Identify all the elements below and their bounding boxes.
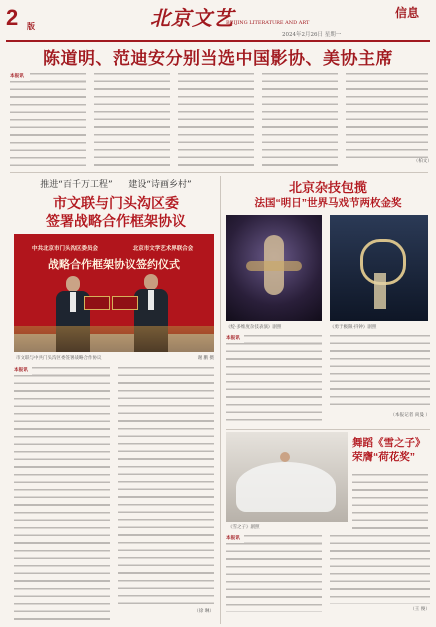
right-top-body [226, 334, 430, 426]
article-column [94, 73, 170, 168]
photo-2-caption: 《勇于极限·抖钟》剧照 [330, 325, 377, 330]
body-text-lines [330, 335, 430, 411]
dance-photo [226, 432, 348, 522]
body-text-lines [244, 335, 322, 343]
agreement-folder-right [112, 296, 138, 310]
acrobatics-photo-1 [226, 215, 322, 321]
signing-ceremony-photo [14, 234, 214, 352]
right-headline-1: 北京杂技包揽 [288, 180, 367, 195]
kicker-part-1: 推进“百千万工程” [40, 180, 113, 190]
article-end: （徐 琳） [194, 609, 214, 614]
body-text-lines [10, 81, 86, 168]
masthead-rule [6, 40, 430, 42]
page-number-suffix: 版 [27, 22, 35, 31]
newspaper-logo: 北京文艺 [150, 6, 234, 30]
article-column [10, 72, 86, 168]
kicker-left [16, 177, 216, 190]
body-text-lines [14, 375, 110, 624]
dance-photo-caption: 《雪之子》剧照 [228, 525, 260, 530]
top-article-body [10, 72, 432, 168]
right-headline-2: 法国“明日”世界马戏节两枚金奖 [254, 197, 402, 209]
right-bottom-body [226, 534, 430, 624]
left-photo-caption: 市文联与中共门头沟区委签署战略合作协议 [16, 356, 102, 361]
article-column [178, 73, 254, 168]
banner-org-1: 中共北京市门头沟区委员会 [31, 246, 98, 252]
article-column [346, 73, 428, 159]
body-text-lines [226, 343, 322, 426]
body-text-lines [352, 474, 428, 532]
banner-slogan: 战略合作框架协议签约仪式 [48, 259, 180, 271]
body-text-lines [226, 543, 322, 612]
flowers [14, 326, 214, 352]
banner-org-2: 北京市文学艺术界联合会 [132, 246, 194, 252]
article-column [262, 73, 338, 168]
acrobatics-photo-2 [330, 215, 428, 321]
section-divider [226, 429, 430, 430]
left-article-body [14, 366, 214, 624]
section-divider [10, 172, 428, 173]
left-headline-1: 市文联与门头沟区委 [53, 195, 179, 211]
right-bottom-headline: 舞蹈《雪之子》荣膺“荷花奖” [352, 437, 426, 463]
byline: 本报讯 [226, 535, 240, 540]
masthead [0, 0, 436, 40]
top-headline: 陈道明、范迪安分别当选中国影协、美协主席 [43, 49, 393, 68]
article-end: （柏文） [413, 159, 432, 164]
byline: 本报讯 [226, 335, 240, 340]
page-number: 2 [6, 5, 19, 30]
channel-label: 信息 [395, 6, 420, 20]
issue-date: 2024年2月26日 星期一 [282, 32, 342, 38]
newspaper-logo-en: BEIJING LITERATURE AND ART [226, 20, 310, 26]
body-text-lines [30, 73, 86, 81]
column-divider [220, 176, 221, 624]
article-end: （本报记者 尚曼 ） [390, 413, 430, 418]
body-text-lines [330, 535, 430, 604]
photo-1-caption: 《绽·多维度杂技表演》剧照 [226, 325, 282, 330]
body-text-lines [244, 535, 322, 543]
byline: 本报讯 [10, 73, 24, 78]
agreement-folder-left [84, 296, 110, 310]
body-text-lines [118, 367, 214, 607]
left-photographer: 谢 鹏 摄 [197, 356, 214, 361]
article-end: （王 俊） [410, 607, 430, 612]
left-headline-2: 签署战略合作框架协议 [46, 213, 186, 229]
kicker-part-2: 建设“诗画乡村” [128, 180, 192, 190]
body-text-lines [32, 367, 110, 375]
byline: 本报讯 [14, 367, 28, 372]
